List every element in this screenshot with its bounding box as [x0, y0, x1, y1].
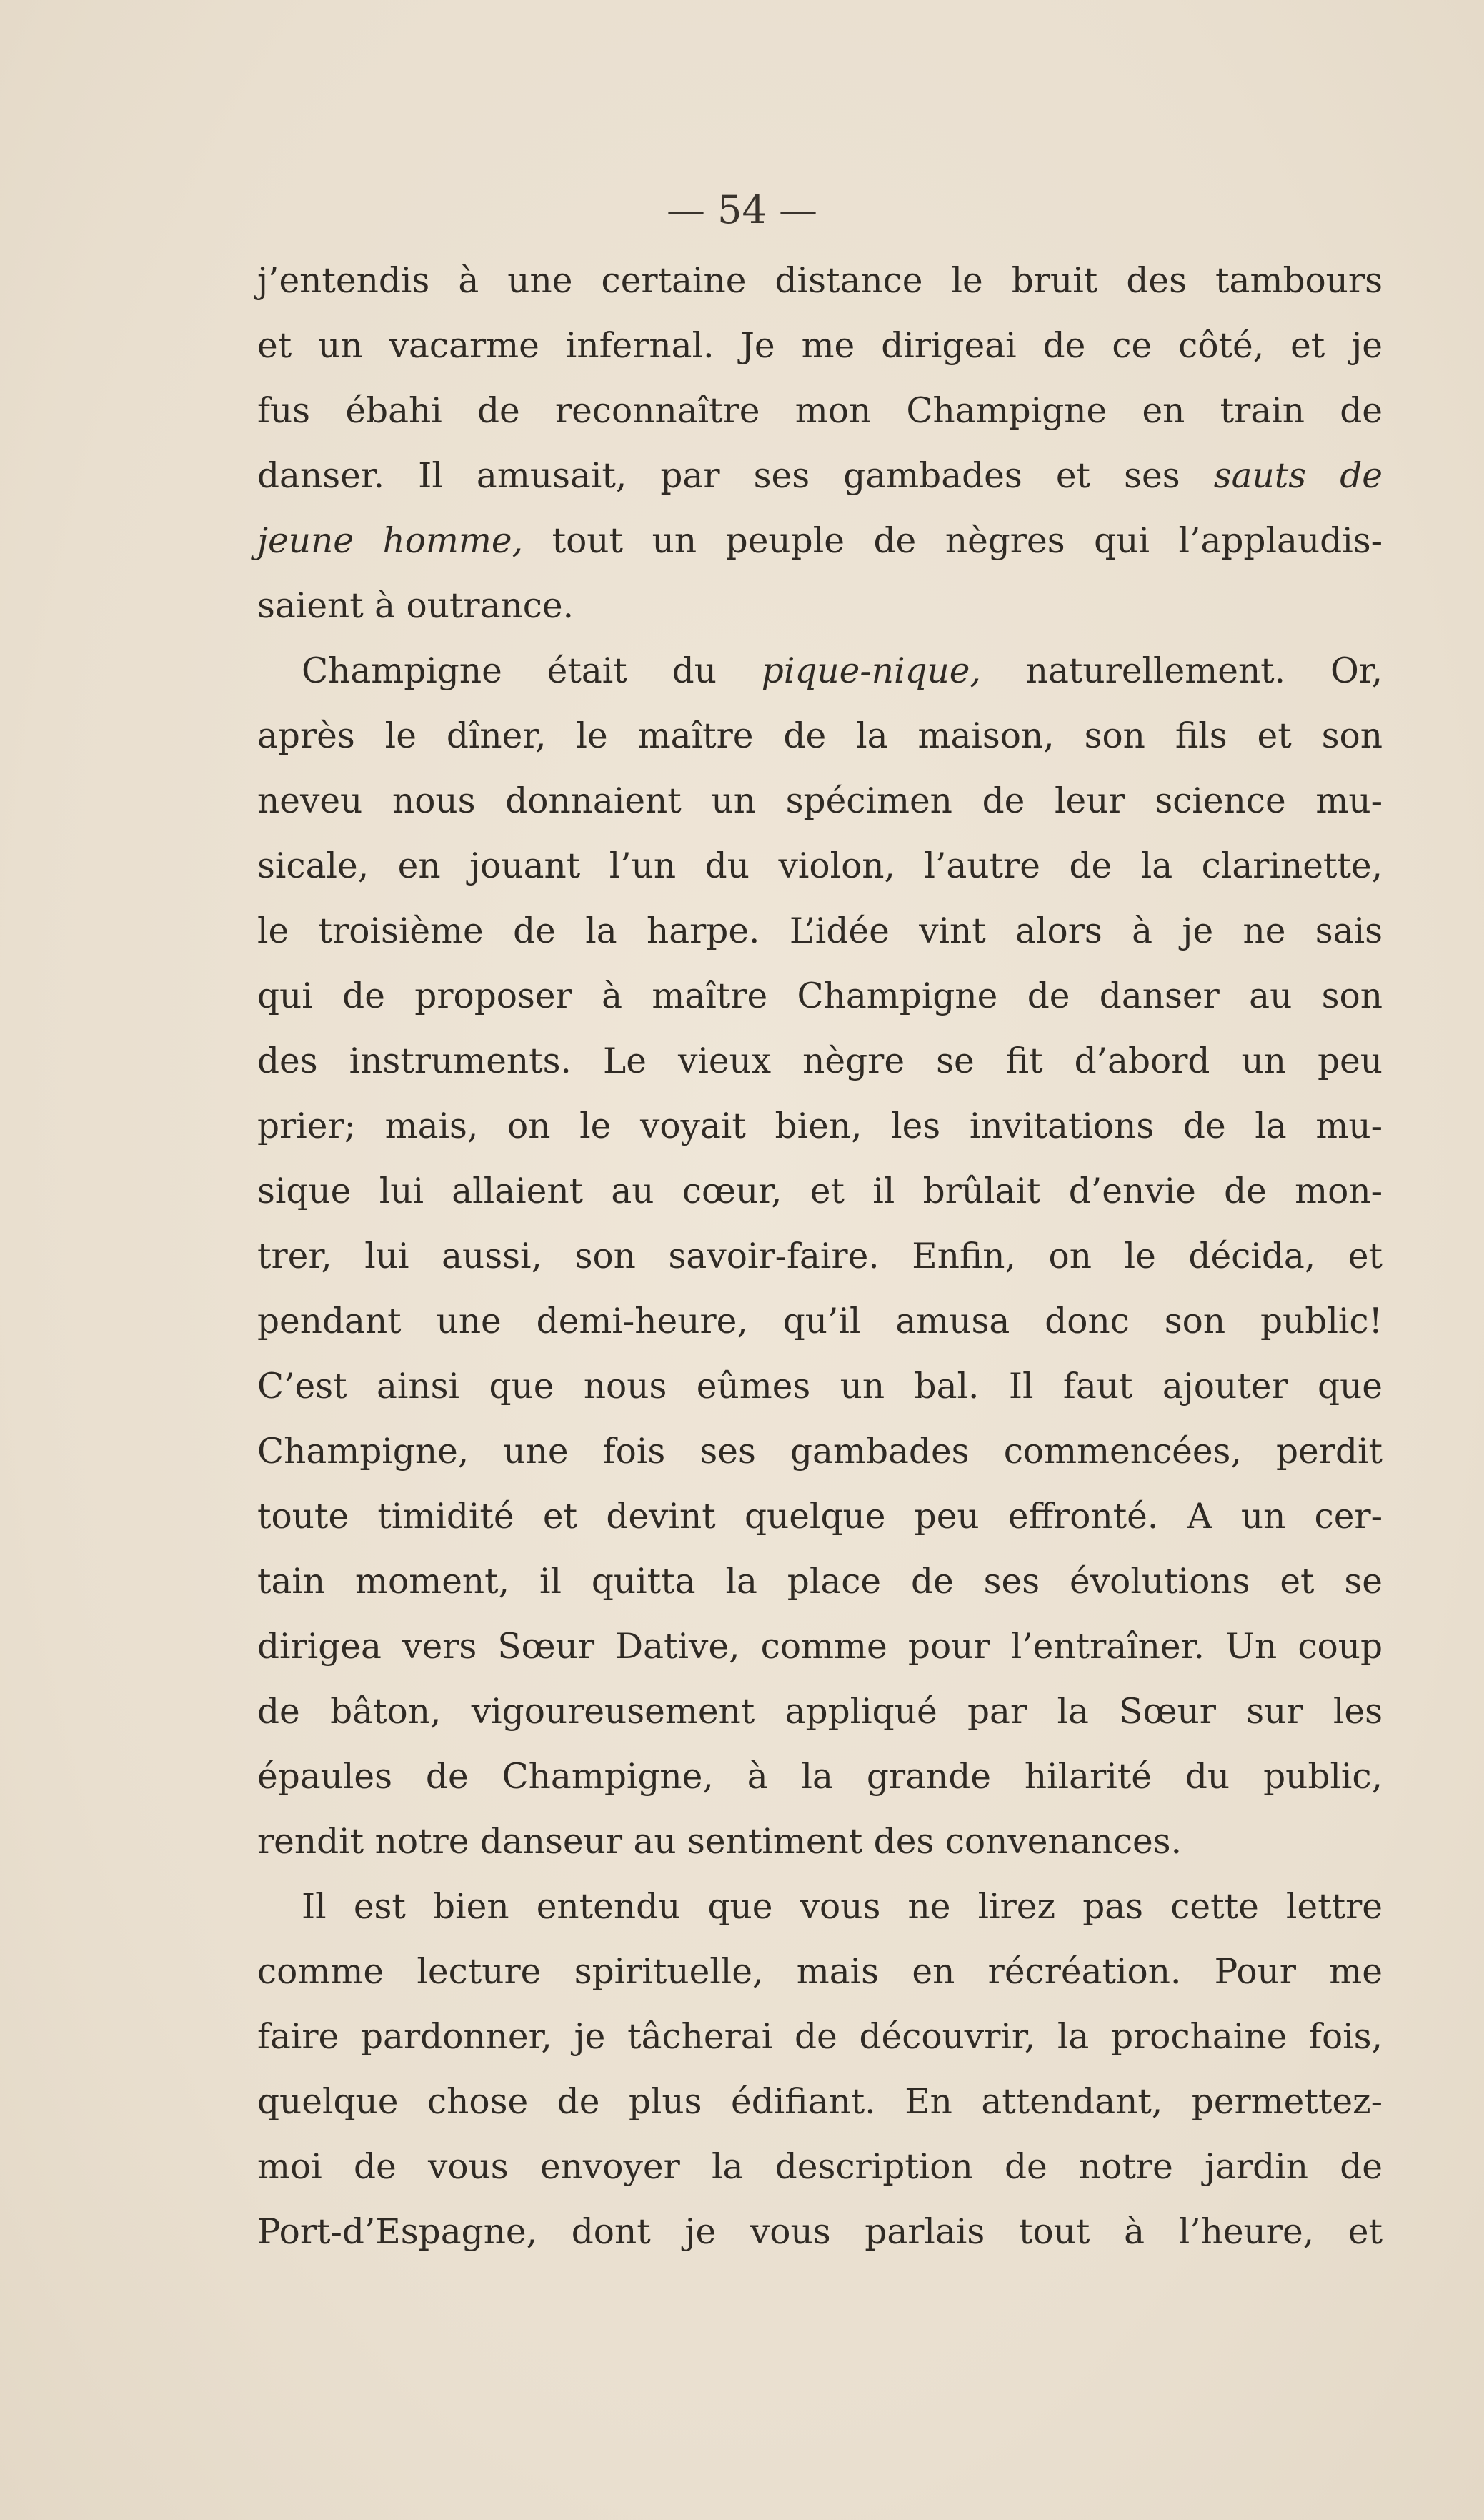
- text-line: qui de proposer à maître Champigne de danser au son: [257, 976, 1383, 1016]
- italic-phrase: pique-nique,: [761, 651, 981, 691]
- text-line: [257, 444, 1383, 509]
- text-line: sicale, en jouant l’un du violon, l’autre de la clarinette,: [257, 846, 1383, 886]
- body-text: [257, 249, 1383, 2265]
- italic-phrase: sauts de: [1213, 456, 1383, 496]
- page-number: — 54 —: [666, 187, 818, 232]
- text-line: j’entendis à une certaine distance le bruit des tambours: [257, 261, 1383, 301]
- text-line: des instruments. Le vieux nègre se fit d’abord un peu: [257, 1041, 1383, 1081]
- italic-phrase: jeune homme,: [257, 521, 524, 561]
- text-line: et un vacarme infernal. Je me dirigeai de ce côté, et je: [257, 326, 1383, 366]
- text-line: Il est bien entendu que vous ne lirez pas cette lettre: [302, 1887, 1383, 1927]
- text-line: de bâton, vigoureusement appliqué par la Sœur sur les: [257, 1692, 1383, 1732]
- text-line: fus ébahi de reconnaître mon Champigne en train de: [257, 391, 1383, 431]
- text-line: prier; mais, on le voyait bien, les invitations de la mu-: [257, 1106, 1383, 1146]
- text-line: quelque chose de plus édifiant. En attendant, permettez-: [257, 2082, 1383, 2122]
- text-line: le troisième de la harpe. L’idée vint alors à je ne sais: [257, 911, 1383, 951]
- text-line: Champigne, une fois ses gambades commencées, perdit: [257, 1432, 1383, 1472]
- text-line: Port-d’Espagne, dont je vous parlais tout à l’heure, et: [257, 2212, 1383, 2252]
- text-line: saient à outrance.: [257, 586, 574, 626]
- text-segment: naturellement. Or,: [980, 651, 1383, 691]
- text-line: [257, 509, 1383, 574]
- text-line: pendant une demi-heure, qu’il amusa donc son public!: [257, 1301, 1383, 1341]
- text-line: moi de vous envoyer la description de notre jardin de: [257, 2147, 1383, 2187]
- text-line: sique lui allaient au cœur, et il brûlait d’envie de mon-: [257, 1171, 1383, 1211]
- text-line: C’est ainsi que nous eûmes un bal. Il faut ajouter que: [257, 1366, 1383, 1407]
- text-segment: tout un peuple de nègres qui l’applaudis-: [523, 521, 1383, 561]
- text-line: tain moment, il quitta la place de ses évolutions et se: [257, 1562, 1383, 1602]
- text-line: [257, 639, 1383, 704]
- text-line: après le dîner, le maître de la maison, son fils et son: [257, 716, 1383, 756]
- text-line: faire pardonner, je tâcherai de découvrir, la prochaine fois,: [257, 2017, 1383, 2057]
- text-line: épaules de Champigne, à la grande hilarité du public,: [257, 1757, 1383, 1797]
- text-line: dirigea vers Sœur Dative, comme pour l’entraîner. Un coup: [257, 1627, 1383, 1667]
- text-line: toute timidité et devint quelque peu effronté. A un cer-: [257, 1497, 1383, 1537]
- text-line: rendit notre danseur au sentiment des convenances.: [257, 1822, 1182, 1862]
- text-segment: Champigne était du: [302, 651, 762, 691]
- text-segment: danser. Il amusait, par ses gambades et ses: [257, 456, 1214, 496]
- text-line: neveu nous donnaient un spécimen de leur science mu-: [257, 781, 1383, 821]
- text-line: comme lecture spirituelle, mais en récréation. Pour me: [257, 1952, 1383, 1992]
- text-line: trer, lui aussi, son savoir-faire. Enfin, on le décida, et: [257, 1236, 1383, 1276]
